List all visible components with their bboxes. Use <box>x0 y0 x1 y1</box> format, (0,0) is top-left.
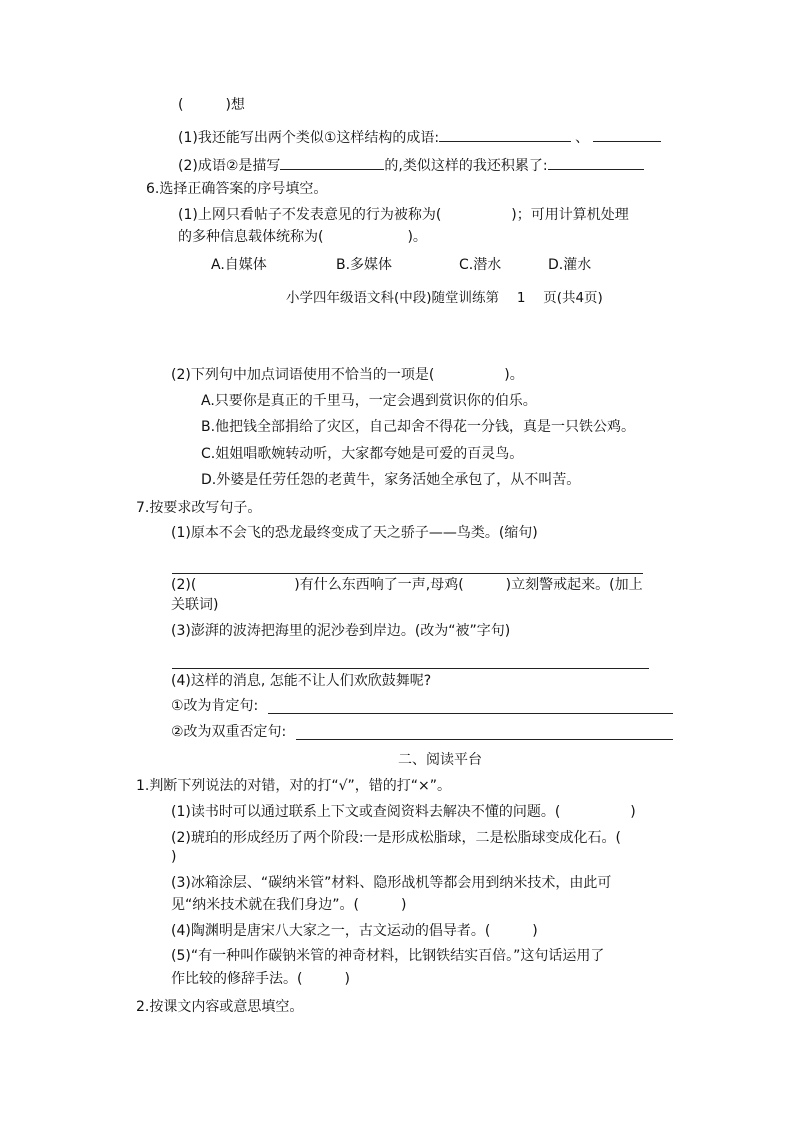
q6-part2-option-c: C.姐姐唱歌婉转动听，大家都夸她是可爱的百灵鸟。 <box>201 446 524 462</box>
idiom-line-1 <box>178 126 661 147</box>
judge-heading: 1.判断下列说法的对错，对的打“√”，错的打“×”。 <box>136 778 452 794</box>
judge-item-5-line2: 作比较的修辞手法。( ) <box>171 971 350 987</box>
q6-option-c: C.潜水 <box>459 257 502 273</box>
q7-sentence-3: (3)澎湃的波涛把海里的泥沙卷到岸边。(改为“被”字句) <box>171 623 511 639</box>
q6-part2-option-b: B.他把钱全部捐给了灾区，自己却舍不得花一分钱，真是一只铁公鸡。 <box>201 419 636 435</box>
q7-answer-line-3[interactable] <box>172 668 649 669</box>
q7-heading: 7.按要求改写句子。 <box>136 500 262 516</box>
q7-answer-line-1[interactable] <box>172 573 643 574</box>
q7-affirmative-line[interactable] <box>268 713 673 714</box>
page-footer: 小学四年级语文科(中段)随堂训练第 1 页(共4页) <box>286 290 603 306</box>
q6-heading: 6.选择正确答案的序号填空。 <box>146 181 328 197</box>
q6-option-a: A.自媒体 <box>211 257 267 273</box>
judge-item-2-line2: ) <box>171 849 177 865</box>
q6-option-d: D.灌水 <box>548 257 592 273</box>
q6-part1-line2: 的多种信息载体统称为( )。 <box>178 229 427 245</box>
q7-sentence-4: (4)这样的消息, 怎能不让人们欢欣鼓舞呢? <box>171 673 432 689</box>
describe-blank[interactable] <box>280 154 384 170</box>
q6-option-b: B.多媒体 <box>336 257 393 273</box>
idiom-line-2 <box>178 154 644 175</box>
judge-item-3-line2: 见“纳米技术就在我们身边”。( ) <box>171 897 407 913</box>
fill-heading: 2.按课文内容或意思填空。 <box>136 999 304 1015</box>
idiom-sep: 、 <box>575 130 590 146</box>
idiom-blank-1[interactable] <box>439 126 571 142</box>
judge-item-5-line1: (5)“有一种叫作碳钠米管的神奇材料，比钢铁结实百倍。”这句话运用了 <box>171 948 605 964</box>
idiom-blank-2[interactable] <box>593 126 661 142</box>
judge-item-3-line1: (3)冰箱涂层、“碳纳米管”材料、隐形战机等都会用到纳米技术，由此可 <box>171 875 612 891</box>
q7-affirmative-label: ①改为肯定句: <box>171 698 259 714</box>
accumulated-blank[interactable] <box>548 154 644 170</box>
idiom-line-2-a: (2)成语②是描写 <box>178 158 281 174</box>
idiom-line-1-text: (1)我还能写出两个类似①这样结构的成语: <box>178 130 440 146</box>
q6-part2-option-a: A.只要你是真正的千里马，一定会遇到赏识你的伯乐。 <box>201 393 537 409</box>
q7-double-negative-line[interactable] <box>296 739 673 740</box>
q6-part1-line1: (1)上网只看帖子不发表意见的行为被称为( )；可用计算机处理 <box>178 207 629 223</box>
q7-sentence-2-line1: (2)( )有什么东西响了一声,母鸡( )立刻警戒起来。(加上 <box>171 577 643 593</box>
q6-part2-option-d: D.外婆是任劳任怨的老黄牛，家务活她全承包了，从不叫苦。 <box>201 472 581 488</box>
judge-item-1: (1)读书时可以通过联系上下文或查阅资料去解决不懂的问题。( ) <box>171 804 636 820</box>
judge-item-4: (4)陶渊明是唐宋八大家之一，古文运动的倡导者。( ) <box>171 923 538 939</box>
q7-sentence-1: (1)原本不会飞的恐龙最终变成了天之骄子——鸟类。(缩句) <box>171 525 538 541</box>
idiom-line-2-b: 的,类似这样的我还积累了: <box>384 158 548 174</box>
paren-xiang: ( )想 <box>178 97 245 113</box>
q6-part2-stem: (2)下列句中加点词语使用不恰当的一项是( )。 <box>171 367 524 383</box>
judge-item-2-line1: (2)琥珀的形成经历了两个阶段:一是形成松脂球，二是松脂球变成化石。( <box>171 830 622 846</box>
section-2-title: 二、阅读平台 <box>398 752 482 768</box>
q7-sentence-2-line2: 关联词) <box>171 597 219 613</box>
q7-double-negative-label: ②改为双重否定句: <box>171 724 287 740</box>
